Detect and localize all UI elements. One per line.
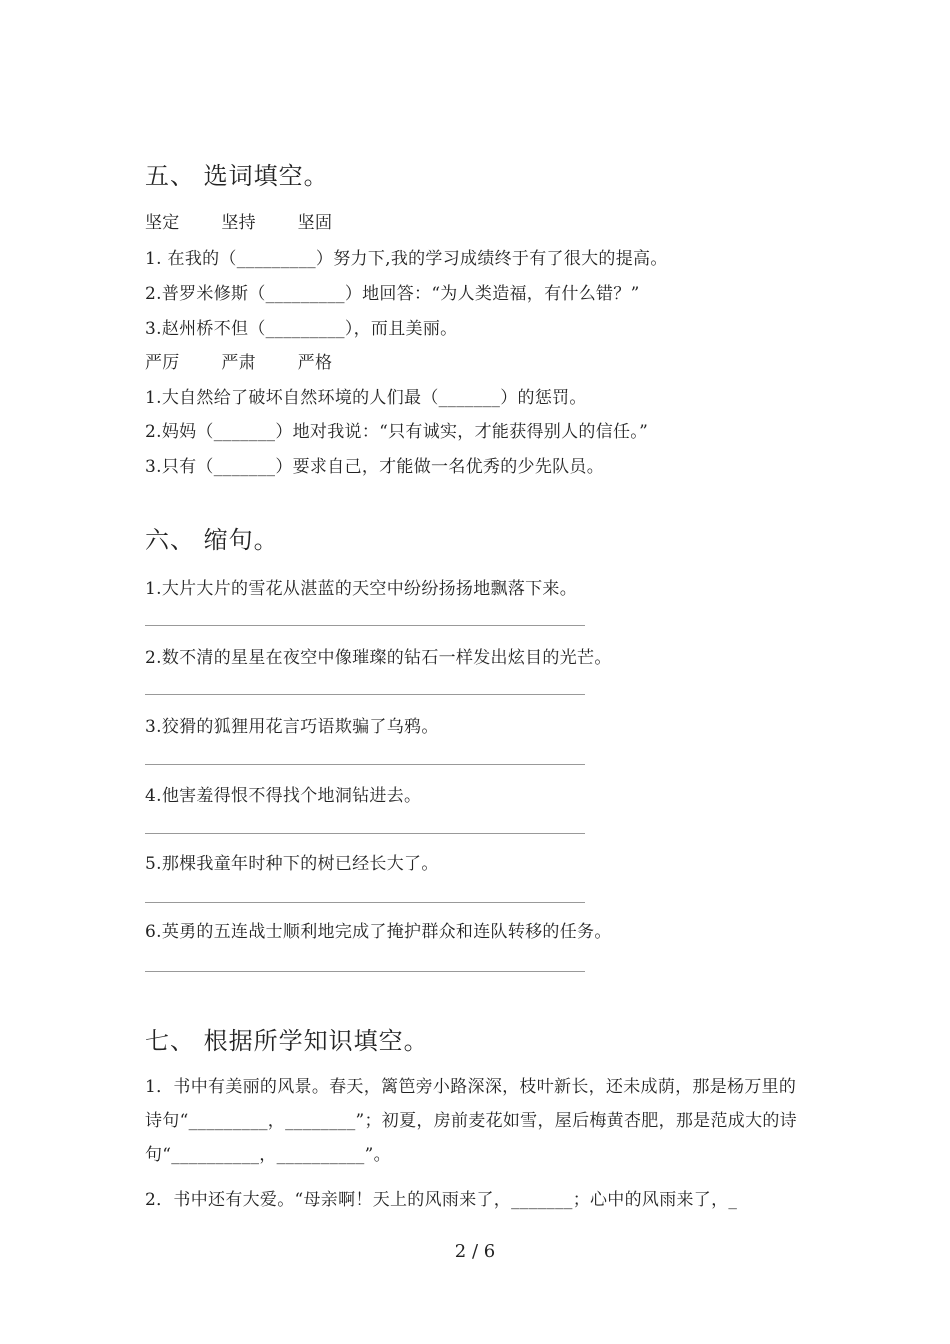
section-7-title: 七、 根据所学知识填空。	[145, 1027, 429, 1055]
sentence-item: 2.数不清的星星在夜空中像璀璨的钻石一样发出炫目的光芒。	[145, 648, 612, 668]
fill-item: 2.普罗米修斯（_________）地回答：“为人类造福，有什么错？”	[145, 284, 640, 304]
sentence-item: 1.大片大片的雪花从湛蓝的天空中纷纷扬扬地飘落下来。	[145, 579, 578, 599]
fill-item: 1. 在我的（_________）努力下,我的学习成绩终于有了很大的提高。	[145, 249, 668, 269]
fill-item: 3.只有（_______）要求自己，才能做一名优秀的少先队员。	[145, 457, 605, 477]
word-option: 严厉	[145, 353, 180, 373]
knowledge-paragraph-2: 2．书中还有大爱。“母亲啊！天上的风雨来了，_______；心中的风雨来了，_	[145, 1190, 738, 1210]
word-bank-2	[145, 348, 368, 373]
answer-line	[145, 902, 585, 903]
fill-item: 2.妈妈（_______）地对我说：“只有诚实，才能获得别人的信任。”	[145, 422, 649, 442]
sentence-item: 6.英勇的五连战士顺利地完成了掩护群众和连队转移的任务。	[145, 922, 612, 942]
answer-line	[145, 625, 585, 626]
answer-line	[145, 694, 585, 695]
word-option: 坚持	[221, 213, 256, 233]
sentence-item: 5.那棵我童年时种下的树已经长大了。	[145, 854, 439, 874]
word-option: 坚固	[297, 213, 333, 233]
section-6-title: 六、 缩句。	[145, 526, 279, 554]
fill-item: 3.赵州桥不但（_________），而且美丽。	[145, 319, 458, 339]
fill-item: 1.大自然给了破坏自然环境的人们最（_______）的惩罚。	[145, 388, 587, 408]
sentence-item: 3.狡猾的狐狸用花言巧语欺骗了乌鸦。	[145, 717, 439, 737]
word-option: 坚定	[145, 213, 180, 233]
word-option: 严肃	[221, 353, 256, 373]
answer-line	[145, 764, 585, 765]
answer-line	[145, 971, 585, 972]
answer-line	[145, 833, 585, 834]
word-bank-1	[145, 208, 368, 233]
page-number: 2 / 6	[454, 1241, 496, 1262]
sentence-item: 4.他害羞得恨不得找个地洞钻进去。	[145, 786, 422, 806]
knowledge-paragraph-1: 1．书中有美丽的风景。春天，篱笆旁小路深深，枝叶新长，还未成荫，那是杨万里的诗句“_________，________”；初夏，房前麦花如雪，屋后梅黄杏肥，那是范成大的诗句“__________，__________”。	[145, 1077, 797, 1165]
section-5-title: 五、 选词填空。	[145, 162, 329, 190]
word-option: 严格	[297, 353, 333, 373]
